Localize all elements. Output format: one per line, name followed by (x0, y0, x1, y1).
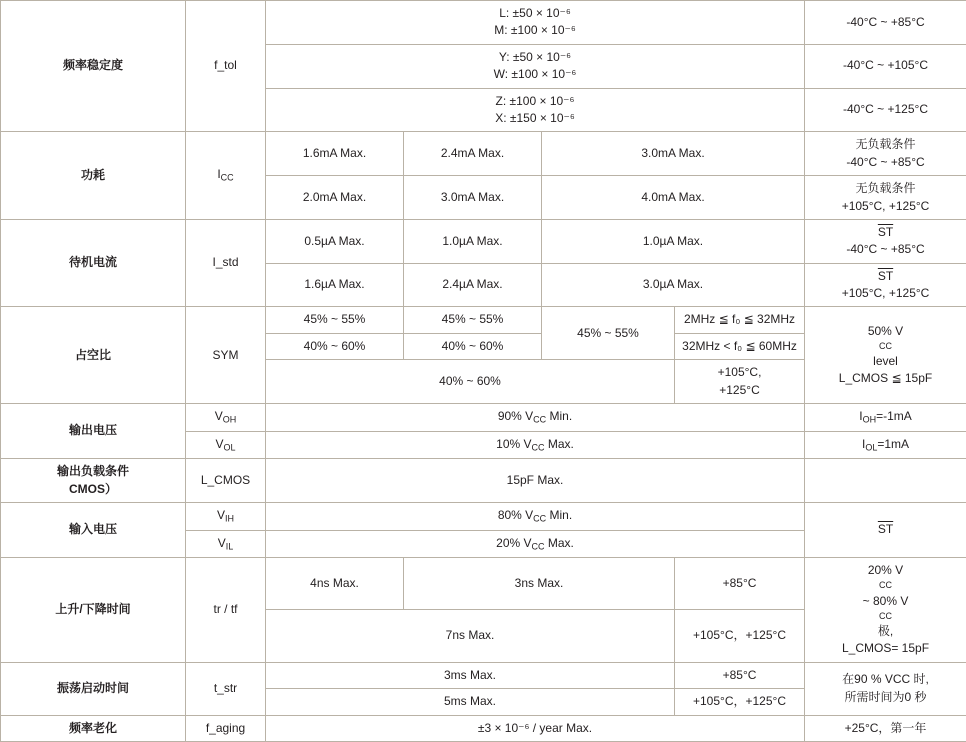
sym-r1c2: 45% ~ 55% (404, 307, 542, 333)
f-aging-value: ±3 × 10⁻⁶ / year Max. (266, 715, 805, 741)
value-line: W: ±100 × 10⁻⁶ (272, 66, 798, 83)
tstr-temp-1: +85°C (675, 662, 805, 688)
l-cmos-note (805, 459, 966, 503)
tstr-temp-2: +105°C，+125°C (675, 689, 805, 715)
note-line: $\overline{ST}$ (811, 268, 960, 285)
istd-note-2 (805, 263, 966, 307)
vil-value: 20% $V_{CC}$ Max. (266, 530, 805, 558)
temp-range-2: -40°C ~ +105°C (805, 44, 966, 88)
value-f-tol-1 (266, 1, 805, 45)
table-row (1, 558, 966, 610)
sym-r1c1: 45% ~ 55% (266, 307, 404, 333)
icc-typ-4: 2.0mA Max. (266, 176, 404, 220)
note-line: $\overline{ST}$ (811, 224, 960, 241)
table-row (1, 307, 966, 333)
note-line: 极, (811, 623, 960, 640)
symbol-l-cmos: L_CMOS (186, 459, 266, 503)
symbol-vol: $V_{OL}$ (186, 431, 266, 459)
param-rise-fall-time: 上升/下降时间 (1, 558, 186, 663)
icc-typ-2: 2.4mA Max. (404, 132, 542, 176)
table-row (1, 715, 966, 741)
icc-typ-3: 3.0mA Max. (542, 132, 805, 176)
trtf-r1c1: 4ns Max. (266, 558, 404, 610)
symbol-f-tol: f_tol (186, 1, 266, 132)
istd-note-1 (805, 219, 966, 263)
param-line: CMOS） (7, 481, 179, 498)
icc-typ-5: 3.0mA Max. (404, 176, 542, 220)
table-row (1, 459, 966, 503)
note-line: -40°C ~ +85°C (811, 241, 960, 258)
param-power-consumption: 功耗 (1, 132, 186, 220)
param-standby-current: 待机电流 (1, 219, 186, 307)
sym-freq-range-1: 2MHz ≦ f₀ ≦ 32MHz (675, 307, 805, 333)
temp-range-1: -40°C ~ +85°C (805, 1, 966, 45)
temp-range-3: -40°C ~ +125°C (805, 88, 966, 132)
table-row (1, 404, 966, 432)
istd-4: 1.6µA Max. (266, 263, 404, 307)
f-aging-note: +25°C，第一年 (805, 715, 966, 741)
symbol-tr-tf: tr / tf (186, 558, 266, 663)
icc-note-1 (805, 132, 966, 176)
param-output-voltage: 输出电压 (1, 404, 186, 459)
sym-r2c2: 40% ~ 60% (404, 333, 542, 359)
note-line: 20% V CC ~ 80% V CC (811, 562, 960, 623)
icc-typ-6: 4.0mA Max. (542, 176, 805, 220)
param-output-load-cmos (1, 459, 186, 503)
note-line: 50% V CC level (811, 323, 960, 371)
vol-value: 10% $V_{CC}$ Max. (266, 431, 805, 459)
trtf-temp-1: +85°C (675, 558, 805, 610)
table-row (1, 1, 966, 45)
icc-note-2 (805, 176, 966, 220)
param-duty-cycle: 占空比 (1, 307, 186, 404)
input-voltage-note (805, 502, 966, 557)
note-line: +105°C, +125°C (811, 285, 960, 302)
sym-r1c3: 45% ~ 55% (542, 307, 675, 360)
note-line: +105°C, +125°C (811, 198, 960, 215)
symbol-sym: SYM (186, 307, 266, 404)
tstr-r1c1: 3ms Max. (266, 662, 675, 688)
note-line: L_CMOS ≦ 15pF (811, 370, 960, 387)
value-f-tol-3 (266, 88, 805, 132)
note-line: 所需时间为0 秒 (811, 689, 960, 706)
value-f-tol-2 (266, 44, 805, 88)
symbol-t-str: t_str (186, 662, 266, 715)
sym-r2c1: 40% ~ 60% (266, 333, 404, 359)
note-line: +105°C, (681, 364, 798, 381)
sym-r3c1: 40% ~ 60% (266, 360, 675, 404)
param-input-voltage: 输入电压 (1, 502, 186, 557)
tstr-r2c1: 5ms Max. (266, 689, 675, 715)
note-line: 无负载条件 (811, 180, 960, 197)
icc-typ-1: 1.6mA Max. (266, 132, 404, 176)
symbol-i-std: I_std (186, 219, 266, 307)
voh-note: $I_{OH}=-1mA$ (805, 404, 966, 432)
trtf-temp-2: +105°C，+125°C (675, 610, 805, 662)
symbol-vil: $V_{IL}$ (186, 530, 266, 558)
istd-5: 2.4µA Max. (404, 263, 542, 307)
table-row (1, 219, 966, 263)
value-line: Y: ±50 × 10⁻⁶ (272, 49, 798, 66)
symbol-vih: $V_{IH}$ (186, 502, 266, 530)
istd-6: 3.0µA Max. (542, 263, 805, 307)
istd-3: 1.0µA Max. (542, 219, 805, 263)
sym-temp-3 (675, 360, 805, 404)
param-frequency-aging: 频率老化 (1, 715, 186, 741)
note-line: 在90 % VCC 时, (811, 671, 960, 688)
sym-freq-range-2: 32MHz < f₀ ≦ 60MHz (675, 333, 805, 359)
note-line: +125°C (681, 382, 798, 399)
voh-value: 90% $V_{CC}$ Min. (266, 404, 805, 432)
trtf-note (805, 558, 966, 663)
trtf-r2c1: 7ns Max. (266, 610, 675, 662)
param-freq-stability: 频率稳定度 (1, 1, 186, 132)
vih-value: 80% $V_{CC}$ Min. (266, 502, 805, 530)
param-startup-time: 振荡启动时间 (1, 662, 186, 715)
l-cmos-value: 15pF Max. (266, 459, 805, 503)
value-line: X: ±150 × 10⁻⁶ (272, 110, 798, 127)
note-line: 无负载条件 (811, 136, 960, 153)
note-line: $\overline{ST}$ (878, 522, 893, 536)
param-line: 输出负载条件 (7, 463, 179, 480)
table-row (1, 662, 966, 688)
note-line: -40°C ~ +85°C (811, 154, 960, 171)
symbol-voh: $V_{OH}$ (186, 404, 266, 432)
value-line: L: ±50 × 10⁻⁶ (272, 5, 798, 22)
trtf-r1c2: 3ns Max. (404, 558, 675, 610)
table-row (1, 132, 966, 176)
value-line: M: ±100 × 10⁻⁶ (272, 22, 798, 39)
vol-note: $I_{OL}=1mA$ (805, 431, 966, 459)
note-line: L_CMOS= 15pF (811, 640, 960, 657)
value-line: Z: ±100 × 10⁻⁶ (272, 93, 798, 110)
symbol-icc: $I_{CC}$ (186, 132, 266, 220)
istd-1: 0.5µA Max. (266, 219, 404, 263)
table-row (1, 502, 966, 530)
symbol-f-aging: f_aging (186, 715, 266, 741)
sym-note (805, 307, 966, 404)
tstr-note (805, 662, 966, 715)
istd-2: 1.0µA Max. (404, 219, 542, 263)
